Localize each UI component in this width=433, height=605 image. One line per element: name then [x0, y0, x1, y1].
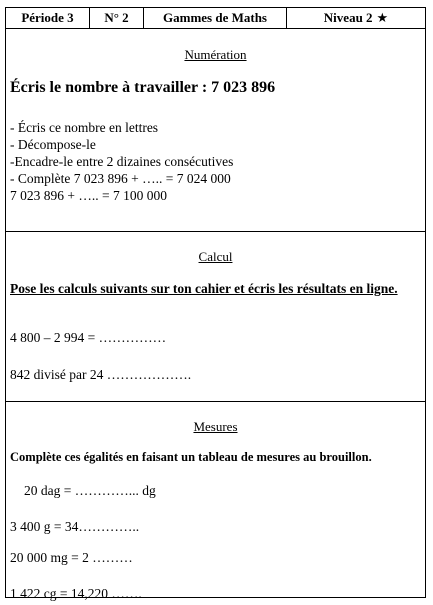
- numeration-item: - Décompose-le: [10, 137, 96, 152]
- worksheet: [5, 7, 426, 601]
- mesures-item: 20 000 mg = 2 ………: [10, 550, 133, 565]
- numeration-instruction: Écris le nombre à travailler : 7 023 896: [10, 79, 276, 96]
- calcul-title: Calcul: [198, 249, 233, 264]
- section-numeration: [6, 28, 425, 232]
- mesures-item: 20 dag = …………... dg: [24, 483, 156, 498]
- star-icon: ★: [376, 10, 389, 26]
- numeration-title: Numération: [184, 47, 247, 62]
- calcul-instruction: Pose les calculs suivants sur ton cahier et écris les résultats en ligne.: [10, 281, 398, 296]
- header-niveau-cell: [287, 8, 425, 28]
- calcul-item: 4 800 – 2 994 = ……………: [10, 330, 167, 345]
- mesures-item: 1 422 cg = 14,220 …….: [10, 586, 142, 601]
- mesures-instruction: Complète ces égalités en faisant un tableau de mesures au brouillon.: [10, 450, 372, 464]
- numeration-item: -Encadre-le entre 2 dizaines consécutives: [10, 154, 234, 169]
- header-row: [6, 8, 425, 29]
- mesures-title: Mesures: [193, 419, 238, 434]
- numeration-item: - Écris ce nombre en lettres: [10, 120, 159, 135]
- calcul-item: 842 divisé par 24 ……………….: [10, 367, 192, 382]
- header-periode: Période 3: [6, 8, 90, 28]
- mesures-item: 3 400 g = 34…………..: [10, 519, 140, 534]
- header-numero: N° 2: [90, 8, 144, 28]
- header-title: Gammes de Maths: [144, 8, 287, 28]
- numeration-item: - Complète 7 023 896 + ….. = 7 024 000: [10, 171, 231, 186]
- section-mesures: [6, 402, 425, 599]
- section-calcul: [6, 232, 425, 402]
- header-niveau: Niveau 2: [323, 10, 373, 25]
- numeration-item: 7 023 896 + ….. = 7 100 000: [10, 188, 167, 203]
